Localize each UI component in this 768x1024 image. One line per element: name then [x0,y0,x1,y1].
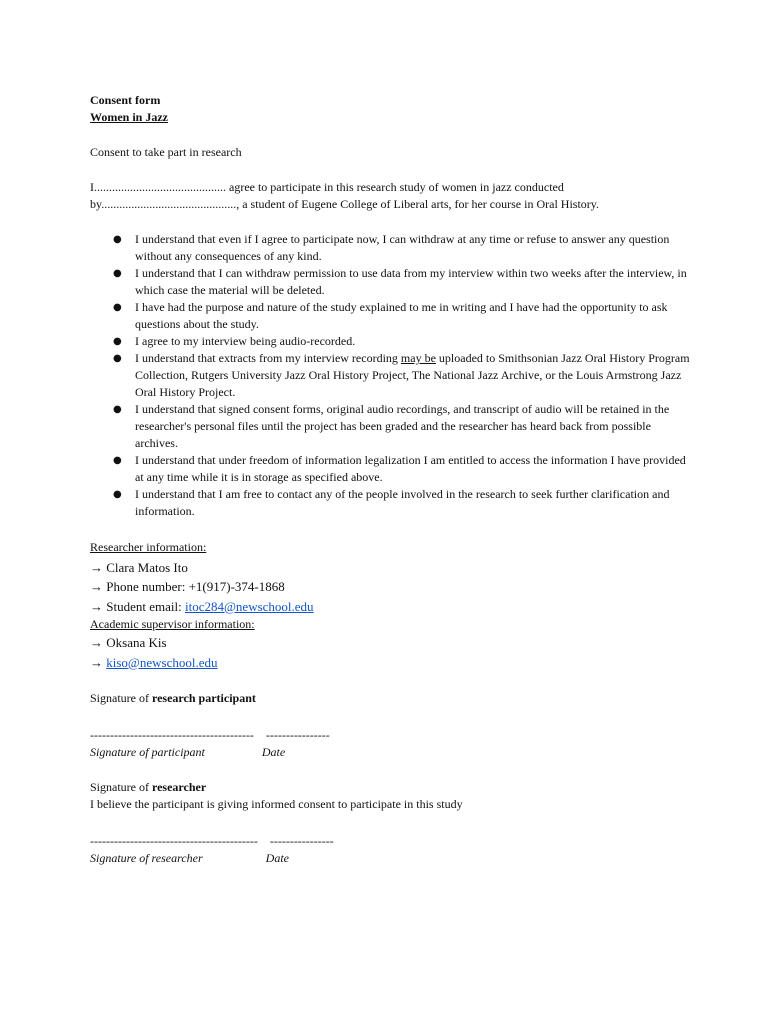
supervisor-heading: Academic supervisor information: [90,617,255,631]
researcher-signature-caption: Signature of researcher Date [90,851,289,865]
researcher-consent-statement: I believe the participant is giving informed consent to participate in this study [90,797,463,811]
list-item: ● I agree to my interview being audio-recorded. [135,333,690,350]
researcher-signature-emphasis: researcher [152,780,207,794]
participant-signature-heading [90,690,690,707]
researcher-signature-heading [90,779,690,796]
researcher-email-label: → Student email: [90,598,185,614]
consent-document [90,92,690,867]
list-item: ● I understand that I can withdraw permission to use data from my interview within two weeks after the interview, in which case the material will be deleted. [135,265,690,299]
agreement-line-2: by............................................., a student of Eugene College of Liberal arts, for her course in Oral History. [90,197,599,211]
researcher-signature-line: ------------------------------------------ ---------------- [90,834,334,848]
list-item-emphasis: may be [400,351,436,365]
list-item-text-start: I understand that extracts from my interview recording [135,351,401,365]
list-item: ● I understand that I am free to contact any of the people involved in the research to seek further clarification and information. [135,486,690,520]
list-item [135,350,690,401]
researcher-email-line [90,597,690,617]
list-item: ● I understand that under freedom of information legalization I am entitled to access the information I have provided at any time while it is in storage as specified above. [135,452,690,486]
participant-signature-prefix: Signature of [90,691,152,705]
agreement-line-1: I............................................ agree to participate in this research study of women in jazz conducted [90,180,564,194]
agreement-statement [90,179,690,213]
supervisor-email-label: → [90,654,107,670]
contact-section [90,538,690,672]
consent-bullet-list [90,231,690,520]
researcher-heading: Researcher information: [90,540,207,554]
supervisor-email-line [90,653,690,673]
list-item: ● I understand that signed consent forms, original audio recordings, and transcript of audio will be retained in the researcher's personal files until the project has been graded and the researcher has heard back from possible archives. [135,401,690,452]
supervisor-email-link[interactable]: kiso@newschool.edu [106,654,218,670]
list-item: ● I understand that even if I agree to participate now, I can withdraw at any time or refuse to answer any question without any consequences of any kind. [135,231,690,265]
researcher-phone: → Phone number: +1(917)-374-1868 [90,579,285,594]
participant-signature-emphasis: research participant [152,691,256,705]
consent-line: Consent to take part in research [90,145,242,159]
document-subtitle: Women in Jazz [90,110,168,124]
list-item-text-end: uploaded to Smithsonian Jazz Oral History Program Collection, Rutgers University Jazz Oral History Project, The National Jazz Archive, or the Louis Armstrong Jazz Oral History Project. [135,351,690,399]
list-item: ● I have had the purpose and nature of the study explained to me in writing and I have had the opportunity to ask questions about the study. [135,299,690,333]
participant-signature-caption: Signature of participant Date [90,745,286,759]
researcher-signature-prefix: Signature of [90,780,152,794]
researcher-name: → Clara Matos Ito [90,559,188,575]
researcher-email-link[interactable]: itoc284@newschool.edu [184,598,314,614]
participant-signature-line: ----------------------------------------- ---------------- [90,728,330,742]
document-title: Consent form [90,93,161,107]
supervisor-name: → Oksana Kis [90,635,167,650]
